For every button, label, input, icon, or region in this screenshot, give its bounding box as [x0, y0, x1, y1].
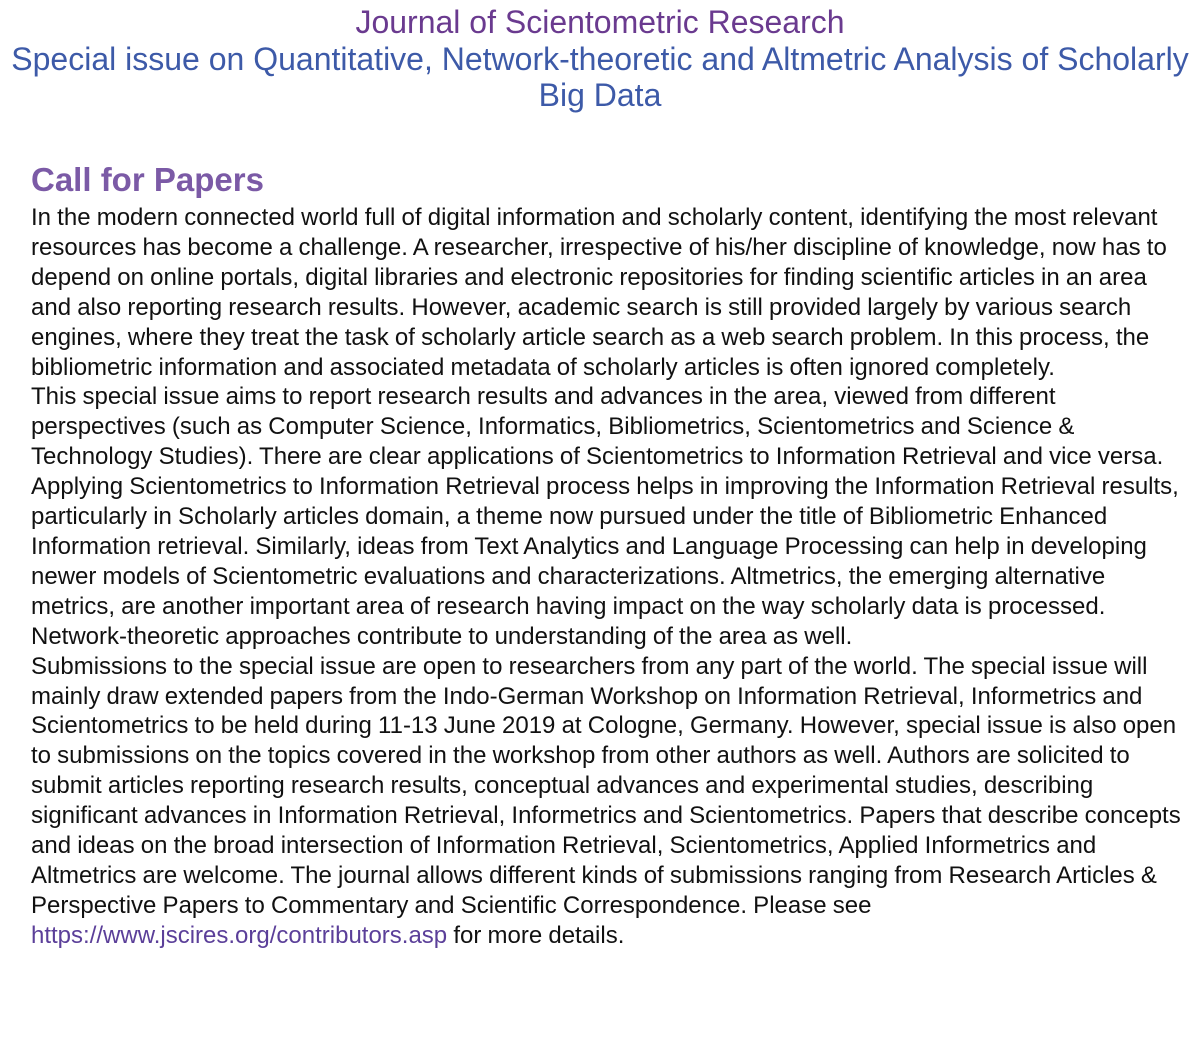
paragraph-submissions	[31, 652, 1181, 951]
special-issue-title: Special issue on Quantitative, Network-theoretic and Altmetric Analysis of Scholarly Big Data	[11, 41, 1189, 113]
paragraph-intro: In the modern connected world full of digital information and scholarly content, identifying the most relevant resources has become a challenge. A researcher, irrespective of his/her discipline of knowledge, now has to depend on online portals, digital libraries and electronic repositories for finding scientific articles in an area and also reporting research results. However, academic search is still provided largely by various search engines, where they treat the task of scholarly article search as a web search problem. In this process, the bibliometric information and associated metadata of scholarly articles is often ignored completely.	[31, 204, 1167, 381]
paragraph-aims: This special issue aims to report research results and advances in the area, viewed from different perspectives (such as Computer Science, Informatics, Bibliometrics, Scientometrics and Science & Technology Studies). There are clear applications of Scientometrics to Information Retrieval and vice versa. Applying Scientometrics to Information Retrieval process helps in improving the Information Retrieval results, particularly in Scholarly articles domain, a theme now pursued under the title of Bibliometric Enhanced Information retrieval. Similarly, ideas from Text Analytics and Language Processing can help in developing newer models of Scientometric evaluations and characterizations. Altmetrics, the emerging alternative metrics, are another important area of research having impact on the way scholarly data is processed. Network-theoretic approaches contribute to understanding of the area as well.	[31, 383, 1179, 650]
body-text	[31, 203, 1181, 951]
document-header	[0, 3, 1200, 113]
journal-title: Journal of Scientometric Research	[355, 4, 845, 40]
link-trailing-text: for more details.	[447, 921, 625, 949]
call-for-papers-heading: Call for Papers	[31, 161, 264, 198]
contributors-link[interactable]: https://www.jscires.org/contributors.asp	[31, 921, 448, 949]
paragraph-submissions-text: Submissions to the special issue are open to researchers from any part of the world. The special issue will mainly draw extended papers from the Indo-German Workshop on Information Retrieval, Informetrics and Scientometrics to be held during 11-13 June 2019 at Cologne, Germany. However, special issue is also open to submissions on the topics covered in the workshop from other authors as well. Authors are solicited to submit articles reporting research results, conceptual advances and experimental studies, describing significant advances in Information Retrieval, Informetrics and Scientometrics. Papers that describe concepts and ideas on the broad intersection of Information Retrieval, Scientometrics, Applied Informetrics and Altmetrics are welcome. The journal allows different kinds of submissions ranging from Research Articles & Perspective Papers to Commentary and Scientific Correspondence. Please see	[31, 652, 1181, 919]
